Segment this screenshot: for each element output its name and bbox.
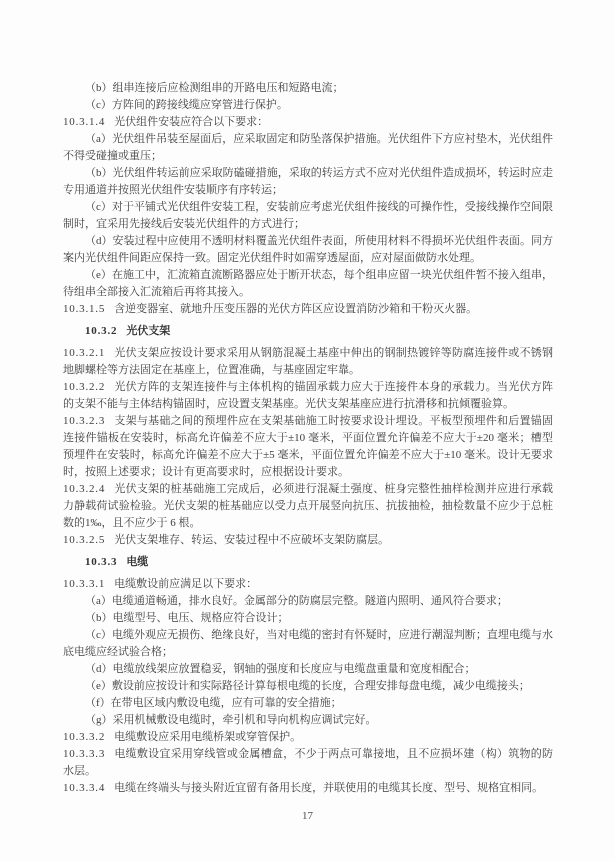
clause-number: 10.3.2.1 (63, 347, 106, 359)
clause-text: 含逆变器室、就地升压变压器的光伏方阵区应设置消防沙箱和干粉灭火器。 (114, 303, 478, 315)
section-heading-10-3-3 (85, 554, 553, 571)
list-item-g: （g）采用机械敷设电缆时，牵引机和导向机构应调试完好。 (85, 714, 377, 726)
list-item-c: （c）对于平铺式光伏组件安装工程，安装前应考虑光伏组件接线的可操作性，受接线操作空间限制时，宜采用先接线后安装光伏组件的方式进行； (63, 201, 553, 230)
list-item-a: （a）光伏组件吊装至屋面后，应采取固定和防坠落保护措施。光伏组件下方应衬垫木，光伏组件不得受碰撞或重压； (63, 133, 553, 162)
clause-10-3-3-2 (63, 729, 553, 746)
clause-10-3-2-1 (63, 345, 553, 379)
list-item-b: （b）光伏组件转运前应采取防磕碰措施，采取的转运方式不应对光伏组件造成损坏，转运时应走专用通道并按照光伏组件安装顺序有序转运； (63, 167, 553, 196)
clause-10-3-3-4 (63, 780, 553, 797)
list-item-d: （d）电缆放线架应放置稳妥，钢轴的强度和长度应与电缆盘重量和宽度相配合； (85, 663, 476, 675)
clause-text: 支架与基础之间的预埋件应在支架基础施工时按要求设计埋设。平板型预埋件和后置锚固连接件锚板在安装时，标高允许偏差不应大于±10 毫米，平面位置允许偏差不应大于±20 毫米；槽型预埋件在安装时，标高允许偏差不应大于±5 毫米，平面位置允许偏差不应大于±10 毫米。设计无要求时，按照上述要求；设计有更高要求时，应根据设计要求。 (63, 415, 553, 478)
clause-text: 光伏支架应按设计要求采用从钢筋混凝土基座中伸出的钢制热镀锌等防腐连接件或不锈钢地脚螺栓等方法固定在基座上，位置准确，与基座固定牢靠。 (63, 347, 553, 376)
clause-10-3-1-4 (63, 114, 553, 131)
list-item-d: （d）安装过程中应使用不透明材料覆盖光伏组件表面，所使用材料不得损坏光伏组件表面。同方案内光伏组件间距应保持一致。固定光伏组件时如需穿透屋面，应对屋面做防水处理。 (63, 235, 553, 264)
clause-text: 光伏方阵的支架连接件与主体机构的锚固承载力应大于连接件本身的承载力。当光伏方阵的支架不能与主体结构锚固时，应设置支架基座。光伏支架基座应进行抗滑移和抗倾覆验算。 (63, 381, 553, 410)
clause-number: 10.3.3.2 (63, 731, 106, 743)
clause-text: 光伏组件安装应符合以下要求： (114, 116, 269, 128)
clause-text: 光伏支架堆存、转运、安装过程中不应破坏支架防腐层。 (114, 534, 390, 546)
list-item-c: （c）方阵间的跨接线缆应穿管进行保护。 (85, 99, 288, 111)
list-item-b: （b）电缆型号、电压、规格应符合设计； (85, 612, 289, 624)
heading-number: 10.3.3 (85, 556, 118, 568)
clause-10-3-2-2 (63, 379, 553, 413)
clause-10-3-3-1 (63, 576, 553, 593)
section-heading-10-3-2 (85, 323, 553, 340)
clause-text: 光伏支架的桩基础施工完成后，必须进行混凝土强度、桩身完整性抽样检测并应进行承载力静载荷试验检验。光伏支架的桩基础应以受力点开展竖向抗压、抗拔抽检，抽检数量不应少于总桩数的1‰，且不应少于 6 根。 (63, 483, 553, 529)
clause-text: 电缆敷设前应满足以下要求： (114, 578, 258, 590)
heading-text: 光伏支架 (126, 325, 171, 337)
list-item-e: （e）敷设前应按设计和实际路径计算每根电缆的长度，合理安排每盘电缆，减少电缆接头； (85, 680, 530, 692)
list-item-e: （e）在施工中，汇流箱直流断路器应处于断开状态，每个组串应留一块光伏组件暂不接入组串，待组串全部接入汇流箱后再将其接入。 (63, 269, 553, 298)
clause-text: 电缆在终端头与接头附近宜留有备用长度，并联使用的电缆其长度、型号、规格宜相同。 (114, 782, 544, 794)
clause-number: 10.3.2.5 (63, 534, 106, 546)
page-number: 17 (302, 810, 313, 822)
clause-number: 10.3.3.4 (63, 782, 106, 794)
list-item-c: （c）电缆外观应无损伤、绝缘良好，当对电缆的密封有怀疑时，应进行潮湿判断；直埋电缆与水底电缆应经试验合格； (63, 629, 553, 658)
heading-number: 10.3.2 (85, 325, 118, 337)
clause-number: 10.3.2.4 (63, 483, 106, 495)
clause-number: 10.3.3.3 (63, 748, 106, 760)
clause-10-3-2-4 (63, 481, 553, 532)
clause-number: 10.3.2.2 (63, 381, 106, 393)
heading-text: 电缆 (126, 556, 149, 568)
list-item-f: （f）在带电区域内敷设电缆，应有可靠的安全措施； (85, 697, 342, 709)
clause-number: 10.3.1.4 (63, 116, 106, 128)
clause-text: 电缆敷设宜采用穿线管或金属槽盒，不少于两点可靠接地，且不应损坏建（构）筑物的防水层。 (63, 748, 553, 777)
list-item-a: （a）电缆通道畅通，排水良好。金属部分的防腐层完整。隧道内照明、通风符合要求； (85, 595, 508, 607)
clause-10-3-3-3 (63, 746, 553, 780)
document-body (63, 80, 553, 797)
clause-number: 10.3.1.5 (63, 303, 106, 315)
clause-10-3-1-5 (63, 301, 553, 318)
clause-text: 电缆敷设应采用电缆桥架或穿管保护。 (114, 731, 302, 743)
clause-10-3-2-5 (63, 532, 553, 549)
list-item-b: （b）组串连接后应检测组串的开路电压和短路电流； (85, 82, 344, 94)
clause-number: 10.3.2.3 (63, 415, 106, 427)
clause-number: 10.3.3.1 (63, 578, 106, 590)
clause-10-3-2-3 (63, 413, 553, 481)
